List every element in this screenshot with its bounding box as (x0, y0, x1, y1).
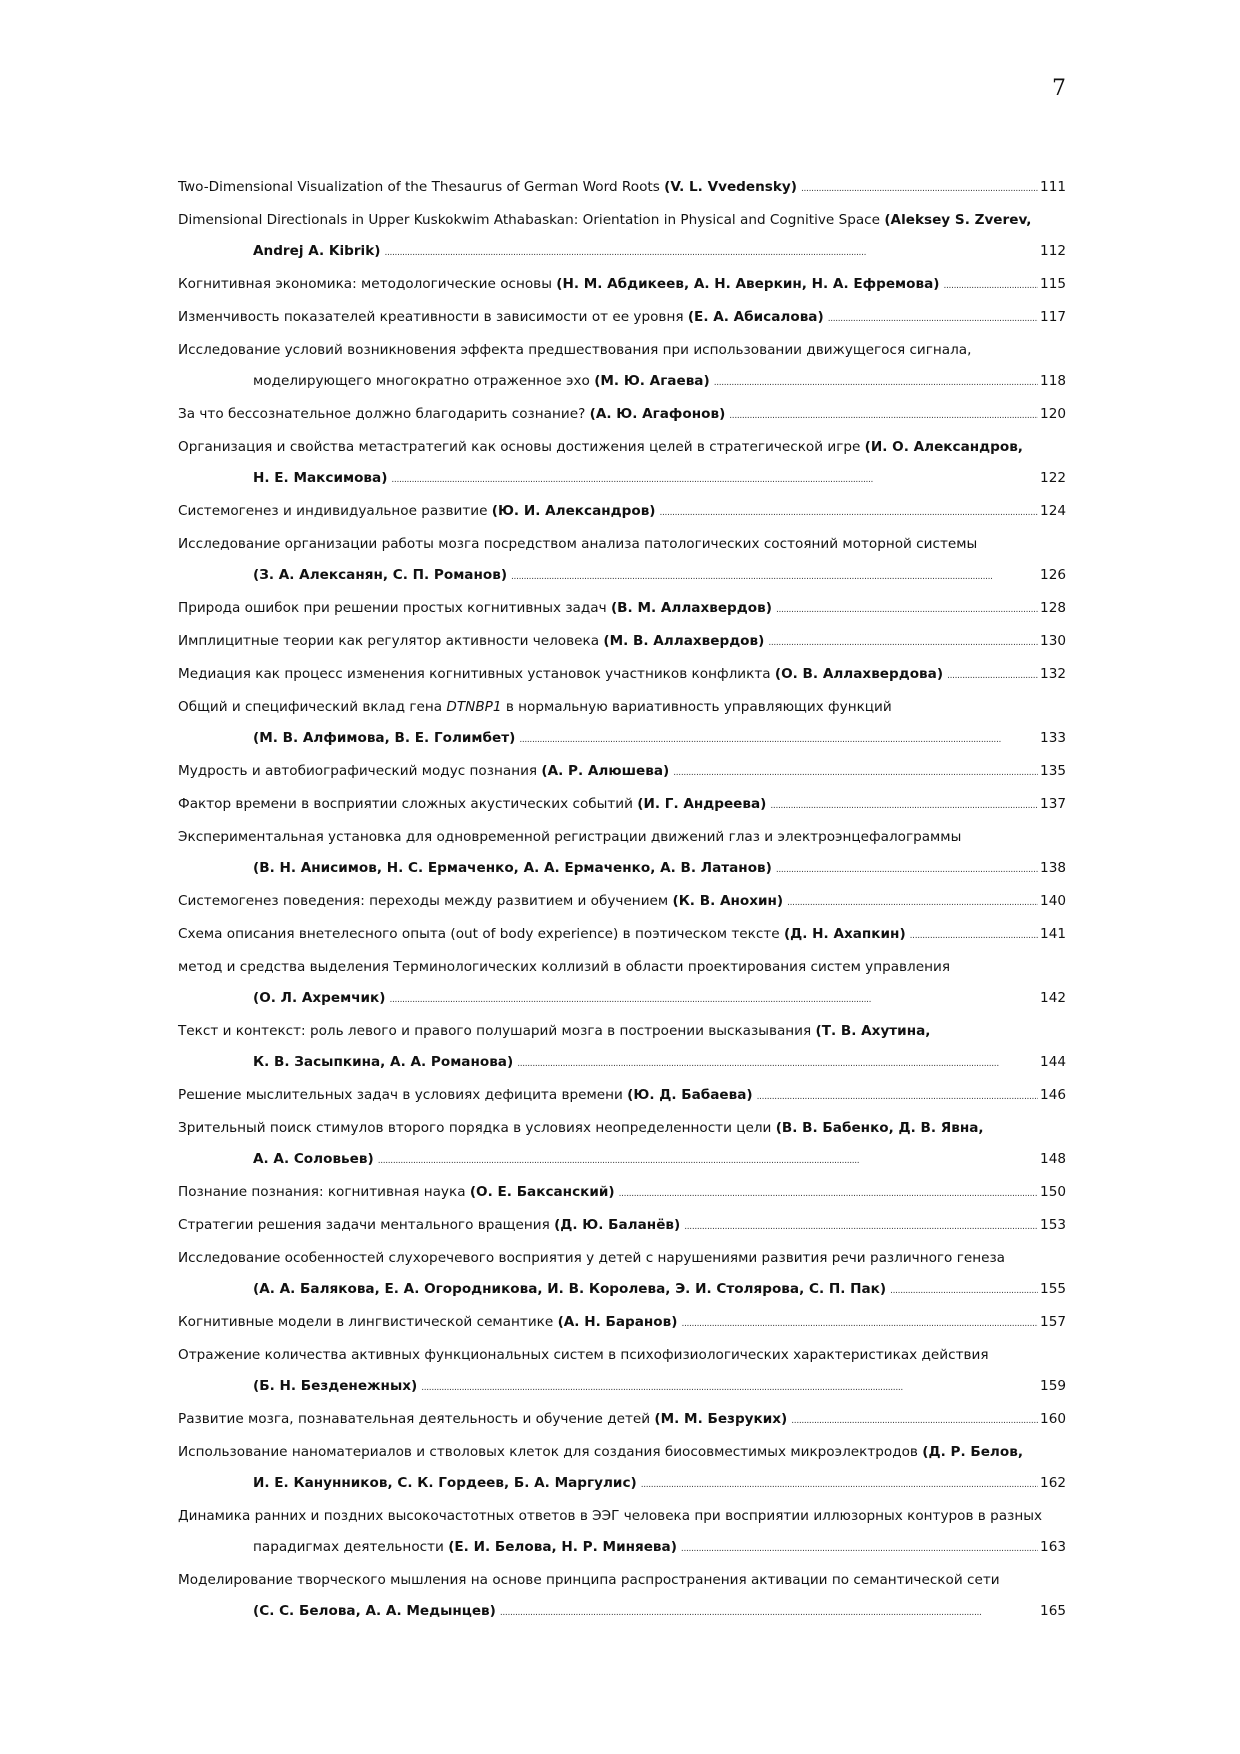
toc-title: Медиация как процесс изменения когнитивных установок участников конфликта (178, 666, 775, 682)
toc-title: Использование наноматериалов и стволовых клеток для создания биосовместимых микроэлектродов (178, 1444, 923, 1460)
toc-title: Изменчивость показателей креативности в зависимости от ее уровня (178, 309, 688, 325)
toc-entry-text (178, 1080, 753, 1111)
dot-leader (714, 366, 1038, 399)
toc-entry-line (178, 919, 1066, 952)
toc-entry-line (178, 789, 1066, 822)
toc-page-number: 162 (1040, 1475, 1066, 1491)
toc-title: Природа ошибок при решении простых когнитивных задач (178, 600, 611, 616)
gene-name: DTNBP1 (446, 699, 502, 715)
toc-entry-line (178, 1177, 1066, 1210)
toc-entry-line (178, 496, 1066, 529)
dot-leader (828, 302, 1038, 335)
dot-leader (500, 1596, 1038, 1629)
toc-page-number: 165 (1040, 1603, 1066, 1619)
toc-entry-text (178, 1307, 677, 1338)
toc-entry-line (178, 432, 1066, 463)
dot-leader (390, 983, 1039, 1016)
toc-title: Зрительный поиск стимулов второго порядка в условиях неопределенности цели (178, 1120, 776, 1136)
toc-title: Развитие мозга, познавательная деятельность и обучение детей (178, 1411, 655, 1427)
toc-entry-line (178, 1371, 1066, 1404)
dot-leader (673, 756, 1038, 789)
toc-entry-text (178, 756, 669, 787)
dot-leader (681, 1307, 1038, 1340)
toc-authors: (А. Ю. Агафонов) (589, 406, 726, 422)
toc-authors: (М. М. Безруких) (654, 1411, 788, 1427)
toc-entry-text (178, 1565, 1000, 1596)
dot-leader (384, 236, 1038, 269)
toc-title: За что бессознательное должно благодарить сознание? (178, 406, 590, 422)
toc-authors: А. А. Соловьев) (253, 1151, 374, 1167)
toc-authors: Н. Е. Максимова) (253, 470, 388, 486)
toc-entry[interactable] (178, 822, 1066, 886)
toc-page-number: 133 (1040, 730, 1066, 746)
toc-title: Исследование организации работы мозга посредством анализа патологических состояний моторной системы (178, 536, 978, 552)
toc-entry[interactable] (178, 886, 1066, 919)
toc-authors: (V. L. Vvedensky) (664, 179, 798, 195)
toc-title: Решение мыслительных задач в условиях дефицита времени (178, 1087, 628, 1103)
dot-leader (791, 1404, 1038, 1437)
toc-entry[interactable] (178, 1113, 1066, 1177)
toc-entry-text (178, 919, 906, 950)
toc-entry-line (178, 1210, 1066, 1243)
toc-entry-text (253, 366, 710, 397)
toc-entry-text (178, 886, 783, 917)
toc-page-number: 126 (1040, 567, 1066, 583)
toc-entry[interactable] (178, 1437, 1066, 1501)
toc-entry-text (253, 853, 772, 884)
toc-entry-line (178, 236, 1066, 269)
toc-authors: (М. В. Аллахвердов) (603, 633, 765, 649)
toc-entry-text (178, 529, 977, 560)
page-number: 7 (1052, 76, 1066, 101)
toc-authors: (М. Ю. Агаева) (594, 373, 710, 389)
toc-entry-line (178, 529, 1066, 560)
toc-authors: (О. Л. Ахремчик) (253, 990, 386, 1006)
toc-title: Отражение количества активных функциональных систем в психофизиологических характеристиках действия (178, 1347, 989, 1363)
toc-entry-line (178, 853, 1066, 886)
dot-leader (944, 269, 1039, 302)
toc-entry-text (253, 723, 515, 754)
toc-page-number: 160 (1040, 1411, 1066, 1427)
toc-page-number: 144 (1040, 1054, 1066, 1070)
toc-title: Схема описания внетелесного опыта (out of body experience) в поэтическом тексте (178, 926, 784, 942)
toc-authors: (А. А. Балякова, Е. А. Огородникова, И. В. Королева, Э. И. Столярова, С. П. Пак) (253, 1281, 887, 1297)
toc-authors: (З. А. Алексанян, С. П. Романов) (253, 567, 508, 583)
toc-authors: (Aleksey S. Zverev, (884, 212, 1032, 228)
toc-page-number: 155 (1040, 1281, 1066, 1297)
toc-title: Two-Dimensional Visualization of the Thesaurus of German Word Roots (178, 179, 665, 195)
toc-title: Системогенез поведения: переходы между развитием и обучением (178, 893, 673, 909)
toc-entry[interactable] (178, 172, 1066, 205)
toc-entry[interactable] (178, 1340, 1066, 1404)
toc-entry-text (178, 1437, 1023, 1468)
toc-entry-line (178, 205, 1066, 236)
toc-entry-text (178, 822, 961, 853)
toc-entry-line (178, 1340, 1066, 1371)
dot-leader (757, 1080, 1038, 1113)
toc-entry-text (178, 172, 797, 203)
toc-authors: (В. Н. Анисимов, Н. С. Ермаченко, А. А. Ермаченко, А. В. Латанов) (253, 860, 772, 876)
toc-entry-line (178, 172, 1066, 205)
toc-entry[interactable] (178, 626, 1066, 659)
toc-entry[interactable] (178, 1177, 1066, 1210)
toc-authors: (Д. Ю. Баланёв) (554, 1217, 681, 1233)
toc-entry-text (178, 1340, 989, 1371)
toc-authors: (И. Г. Андреева) (637, 796, 767, 812)
toc-entry-text (178, 302, 824, 333)
toc-entry-line (178, 756, 1066, 789)
toc-title: Когнитивные модели в лингвистической семантике (178, 1314, 558, 1330)
dot-leader (947, 659, 1038, 692)
toc-entry[interactable] (178, 1307, 1066, 1340)
toc-entry-line (178, 983, 1066, 1016)
toc-title: Динамика ранних и поздних высокочастотных ответов в ЭЭГ человека при восприятии иллюзорных контуров в разных (178, 1508, 1042, 1524)
toc-page-number: 122 (1040, 470, 1066, 486)
toc-title: в нормальную вариативность управляющих функций (501, 699, 892, 715)
toc-page-number: 150 (1040, 1184, 1066, 1200)
table-of-contents (178, 172, 1066, 1629)
toc-entry-line (178, 952, 1066, 983)
toc-page-number: 142 (1040, 990, 1066, 1006)
toc-page-number: 111 (1040, 179, 1066, 195)
toc-entry-text (178, 593, 772, 624)
toc-entry-line (178, 822, 1066, 853)
toc-entry-text (178, 1177, 615, 1208)
toc-entry-text (253, 1532, 677, 1563)
toc-entry-line (178, 1113, 1066, 1144)
toc-entry-text (253, 463, 387, 494)
toc-entry[interactable] (178, 1565, 1066, 1629)
toc-entry-line (178, 269, 1066, 302)
toc-entry-line (178, 723, 1066, 756)
dot-leader (801, 172, 1038, 205)
dot-leader (776, 593, 1038, 626)
toc-page-number: 137 (1040, 796, 1066, 812)
dot-leader (391, 463, 1038, 496)
toc-page-number: 157 (1040, 1314, 1066, 1330)
toc-page-number: 117 (1040, 309, 1066, 325)
toc-entry-line (178, 1274, 1066, 1307)
toc-title: моделирующего многократно отраженное эхо (253, 373, 595, 389)
toc-entry-line (178, 335, 1066, 366)
toc-entry-line (178, 1501, 1066, 1532)
dot-leader (421, 1371, 1038, 1404)
toc-title: Имплицитные теории как регулятор активности человека (178, 633, 604, 649)
toc-page-number: 159 (1040, 1378, 1066, 1394)
toc-entry-text (253, 983, 386, 1014)
toc-page-number: 163 (1040, 1539, 1066, 1555)
toc-authors: (И. О. Александров, (864, 439, 1023, 455)
toc-entry-line (178, 1565, 1066, 1596)
toc-title: Когнитивная экономика: методологические основы (178, 276, 557, 292)
toc-authors: И. Е. Канунников, С. К. Гордеев, Б. А. Маргулис) (253, 1475, 637, 1491)
toc-entry-text (178, 1113, 984, 1144)
toc-page-number: 135 (1040, 763, 1066, 779)
toc-page-number: 148 (1040, 1151, 1066, 1167)
toc-entry-text (178, 205, 1031, 236)
toc-entry-line (178, 1596, 1066, 1629)
toc-entry-text (178, 335, 971, 366)
toc-entry-text (178, 432, 1023, 463)
toc-authors: К. В. Засыпкина, А. А. Романова) (253, 1054, 514, 1070)
toc-entry[interactable] (178, 1501, 1066, 1565)
toc-entry-line (178, 1144, 1066, 1177)
dot-leader (910, 919, 1038, 952)
toc-entry[interactable] (178, 756, 1066, 789)
toc-page-number: 112 (1040, 243, 1066, 259)
toc-entry-text (178, 399, 725, 430)
toc-entry-line (178, 1080, 1066, 1113)
toc-entry-line (178, 560, 1066, 593)
toc-entry[interactable] (178, 1243, 1066, 1307)
toc-title: Стратегии решения задачи ментального вращения (178, 1217, 555, 1233)
toc-page-number: 140 (1040, 893, 1066, 909)
toc-authors: (Ю. И. Александров) (491, 503, 656, 519)
dot-leader (684, 1210, 1038, 1243)
dot-leader (378, 1144, 1038, 1177)
toc-page-number: 118 (1040, 373, 1066, 389)
dot-leader (660, 496, 1039, 529)
toc-entry-text (253, 1274, 886, 1305)
toc-authors: (Ю. Д. Бабаева) (627, 1087, 753, 1103)
toc-entry[interactable] (178, 1210, 1066, 1243)
toc-authors: (О. Е. Баксанский) (469, 1184, 615, 1200)
dot-leader (770, 789, 1038, 822)
toc-entry-line (178, 593, 1066, 626)
toc-entry[interactable] (178, 269, 1066, 302)
toc-entry[interactable] (178, 919, 1066, 952)
toc-authors: (А. Н. Баранов) (557, 1314, 678, 1330)
dot-leader (511, 560, 1038, 593)
toc-entry[interactable] (178, 1016, 1066, 1080)
toc-authors: (А. Р. Алюшева) (541, 763, 670, 779)
toc-page-number: 146 (1040, 1087, 1066, 1103)
toc-entry-text (253, 1468, 637, 1499)
toc-entry-line (178, 1532, 1066, 1565)
toc-entry[interactable] (178, 1080, 1066, 1113)
toc-authors: (В. М. Аллахвердов) (610, 600, 772, 616)
toc-title: Текст и контекст: роль левого и правого полушарий мозга в построении высказывания (178, 1023, 816, 1039)
toc-entry-text (178, 692, 892, 723)
toc-entry[interactable] (178, 593, 1066, 626)
dot-leader (641, 1468, 1038, 1501)
toc-page-number: 132 (1040, 666, 1066, 682)
dot-leader (768, 626, 1038, 659)
toc-entry-text (178, 1243, 1005, 1274)
toc-authors: (Д. Н. Ахапкин) (783, 926, 906, 942)
toc-entry-line (178, 1437, 1066, 1468)
toc-authors: (В. В. Бабенко, Д. В. Явна, (775, 1120, 984, 1136)
toc-entry[interactable] (178, 789, 1066, 822)
dot-leader (890, 1274, 1038, 1307)
toc-title: Познание познания: когнитивная наука (178, 1184, 470, 1200)
toc-title: Фактор времени в восприятии сложных акустических событий (178, 796, 638, 812)
toc-page-number: 138 (1040, 860, 1066, 876)
toc-authors: (С. С. Белова, А. А. Медынцев) (253, 1603, 496, 1619)
toc-page-number: 130 (1040, 633, 1066, 649)
toc-entry-text (178, 269, 940, 300)
toc-authors: (Е. А. Абисалова) (687, 309, 824, 325)
toc-entry-line (178, 1016, 1066, 1047)
toc-title: Системогенез и индивидуальное развитие (178, 503, 492, 519)
toc-entry[interactable] (178, 205, 1066, 269)
toc-title: метод и средства выделения Терминологических коллизий в области проектирования систем управления (178, 959, 951, 975)
toc-entry-line (178, 1307, 1066, 1340)
toc-title: Моделирование творческого мышления на основе принципа распространения активации по семантической сети (178, 1572, 1000, 1588)
toc-entry-line (178, 692, 1066, 723)
toc-entry[interactable] (178, 432, 1066, 496)
toc-title: парадигмах деятельности (253, 1539, 449, 1555)
toc-entry-text (253, 236, 380, 267)
toc-authors: Andrej A. Kibrik) (253, 243, 381, 259)
toc-page-number: 128 (1040, 600, 1066, 616)
toc-entry-line (178, 463, 1066, 496)
dot-leader (519, 723, 1038, 756)
toc-page-number: 141 (1040, 926, 1066, 942)
toc-entry-text (253, 560, 507, 591)
toc-page-number: 115 (1040, 276, 1066, 292)
toc-page-number: 124 (1040, 503, 1066, 519)
toc-authors: (О. В. Аллахвердова) (774, 666, 944, 682)
toc-authors: (Е. И. Белова, Н. Р. Миняева) (448, 1539, 677, 1555)
toc-entry-line (178, 886, 1066, 919)
toc-entry-line (178, 399, 1066, 432)
toc-entry-text (178, 1404, 787, 1435)
toc-authors: (М. В. Алфимова, В. Е. Голимбет) (253, 730, 516, 746)
toc-entry-line (178, 1243, 1066, 1274)
toc-title: Мудрость и автобиографический модус познания (178, 763, 542, 779)
toc-entry-text (178, 1016, 930, 1047)
toc-authors: (Н. М. Абдикеев, А. Н. Аверкин, Н. А. Ефремова) (556, 276, 940, 292)
toc-entry[interactable] (178, 952, 1066, 1016)
toc-entry-line (178, 366, 1066, 399)
toc-entry-line (178, 659, 1066, 692)
dot-leader (729, 399, 1038, 432)
toc-entry-line (178, 1047, 1066, 1080)
toc-entry-text (253, 1371, 417, 1402)
toc-entry-text (178, 789, 766, 820)
dot-leader (776, 853, 1038, 886)
toc-entry-text (253, 1596, 496, 1627)
toc-authors: (Б. Н. Безденежных) (253, 1378, 418, 1394)
toc-title: Общий и специфический вклад гена (178, 699, 447, 715)
toc-title: Dimensional Directionals in Upper Kuskokwim Athabaskan: Orientation in Physical and Cognitive Space (178, 212, 885, 228)
toc-title: Экспериментальная установка для одновременной регистрации движений глаз и электроэнцефалограммы (178, 829, 962, 845)
dot-leader (517, 1047, 1038, 1080)
dot-leader (619, 1177, 1038, 1210)
toc-entry[interactable] (178, 496, 1066, 529)
toc-title: Организация и свойства метастратегий как основы достижения целей в стратегической игре (178, 439, 865, 455)
toc-entry-line (178, 1468, 1066, 1501)
toc-entry[interactable] (178, 399, 1066, 432)
toc-entry[interactable] (178, 302, 1066, 335)
toc-authors: (Д. Р. Белов, (922, 1444, 1023, 1460)
toc-title: Исследование условий возникновения эффекта предшествования при использовании движущегося сигнала, (178, 342, 972, 358)
toc-entry-line (178, 626, 1066, 659)
toc-page-number: 153 (1040, 1217, 1066, 1233)
toc-title: Исследование особенностей слухоречевого восприятия у детей с нарушениями развития речи различного генеза (178, 1250, 1006, 1266)
toc-entry-text (178, 659, 943, 690)
toc-authors: (Т. В. Ахутина, (815, 1023, 931, 1039)
toc-entry-text (253, 1144, 374, 1175)
toc-entry-text (178, 496, 656, 527)
toc-entry-text (178, 1501, 1042, 1532)
toc-entry[interactable] (178, 529, 1066, 593)
toc-entry-text (178, 626, 764, 657)
toc-entry-line (178, 1404, 1066, 1437)
toc-entry-text (178, 1210, 680, 1241)
dot-leader (681, 1532, 1038, 1565)
toc-authors: (К. В. Анохин) (672, 893, 784, 909)
toc-entry[interactable] (178, 1404, 1066, 1437)
toc-entry[interactable] (178, 692, 1066, 756)
dot-leader (787, 886, 1038, 919)
toc-entry-text (253, 1047, 513, 1078)
toc-entry-text (178, 952, 950, 983)
toc-page-number: 120 (1040, 406, 1066, 422)
toc-entry[interactable] (178, 659, 1066, 692)
toc-entry[interactable] (178, 335, 1066, 399)
toc-entry-line (178, 302, 1066, 335)
